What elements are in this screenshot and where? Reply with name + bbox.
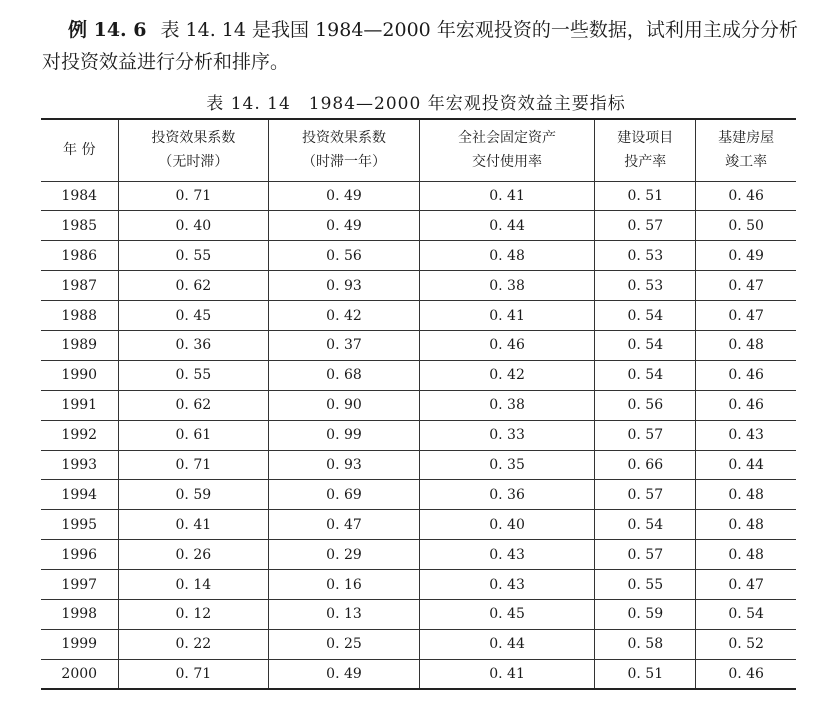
value-cell: 0. 49 (696, 241, 796, 271)
value-cell: 0. 29 (269, 540, 420, 570)
value-cell: 0. 48 (696, 510, 796, 540)
value-cell: 0. 35 (419, 450, 594, 480)
year-cell: 1997 (41, 570, 118, 600)
value-cell: 0. 53 (595, 271, 696, 301)
value-cell: 0. 14 (118, 570, 269, 600)
value-cell: 0. 58 (595, 629, 696, 659)
table-row (41, 211, 796, 241)
value-cell: 0. 47 (269, 510, 420, 540)
value-cell: 0. 71 (118, 450, 269, 480)
value-cell: 0. 12 (118, 599, 269, 629)
header-line2: （无时滞） (158, 154, 229, 171)
value-cell: 0. 41 (118, 510, 269, 540)
value-cell: 0. 43 (419, 540, 594, 570)
header-line2: 投产率 (624, 154, 667, 171)
value-cell: 0. 33 (419, 420, 594, 450)
header-fixed-asset-rate (419, 119, 594, 181)
header-line2: 交付使用率 (472, 154, 543, 171)
table-row (41, 241, 796, 271)
year-cell: 1999 (41, 629, 118, 659)
value-cell: 0. 47 (696, 301, 796, 331)
header-project-production-rate (595, 119, 696, 181)
value-cell: 0. 42 (419, 360, 594, 390)
value-cell: 0. 13 (269, 599, 420, 629)
value-cell: 0. 45 (419, 599, 594, 629)
table-row (41, 599, 796, 629)
header-line1: 投资效果系数 (301, 130, 386, 147)
value-cell: 0. 54 (595, 360, 696, 390)
value-cell: 0. 69 (269, 480, 420, 510)
value-cell: 0. 59 (118, 480, 269, 510)
header-year-label: 年 份 (63, 142, 96, 159)
value-cell: 0. 49 (269, 659, 420, 689)
value-cell: 0. 53 (595, 241, 696, 271)
value-cell: 0. 41 (419, 301, 594, 331)
example-label: 例 14. 6 (68, 19, 147, 41)
value-cell: 0. 61 (118, 420, 269, 450)
header-effect-coef-lag (269, 119, 420, 181)
value-cell: 0. 57 (595, 420, 696, 450)
year-cell: 1986 (41, 241, 118, 271)
value-cell: 0. 47 (696, 271, 796, 301)
year-cell: 1984 (41, 181, 118, 211)
table-row (41, 301, 796, 331)
header-line1: 建设项目 (617, 130, 674, 147)
year-cell: 1993 (41, 450, 118, 480)
header-line1: 投资效果系数 (151, 130, 236, 147)
value-cell: 0. 46 (419, 330, 594, 360)
value-cell: 0. 40 (419, 510, 594, 540)
table-row (41, 540, 796, 570)
value-cell: 0. 46 (696, 181, 796, 211)
value-cell: 0. 46 (696, 360, 796, 390)
investment-indicator-table (41, 118, 796, 690)
year-cell: 1985 (41, 211, 118, 241)
value-cell: 0. 38 (419, 271, 594, 301)
value-cell: 0. 62 (118, 390, 269, 420)
table-row (41, 420, 796, 450)
value-cell: 0. 47 (696, 570, 796, 600)
value-cell: 0. 99 (269, 420, 420, 450)
value-cell: 0. 51 (595, 181, 696, 211)
value-cell: 0. 55 (118, 241, 269, 271)
table-row (41, 629, 796, 659)
value-cell: 0. 62 (118, 271, 269, 301)
year-cell: 1988 (41, 301, 118, 331)
table-row (41, 570, 796, 600)
value-cell: 0. 48 (696, 330, 796, 360)
value-cell: 0. 36 (118, 330, 269, 360)
value-cell: 0. 93 (269, 271, 420, 301)
value-cell: 0. 44 (419, 629, 594, 659)
value-cell: 0. 54 (595, 301, 696, 331)
value-cell: 0. 49 (269, 181, 420, 211)
intro-text: 表 14. 14 是我国 1984—2000 年宏观投资的一些数据，试利用主成分分析对投资效益进行分析和排序。 (42, 19, 798, 73)
value-cell: 0. 49 (269, 211, 420, 241)
example-intro (42, 14, 814, 78)
value-cell: 0. 16 (269, 570, 420, 600)
intro-paragraph (42, 14, 814, 78)
value-cell: 0. 44 (419, 211, 594, 241)
value-cell: 0. 71 (118, 659, 269, 689)
value-cell: 0. 51 (595, 659, 696, 689)
year-cell: 1994 (41, 480, 118, 510)
value-cell: 0. 55 (595, 570, 696, 600)
table-row (41, 271, 796, 301)
year-cell: 1987 (41, 271, 118, 301)
header-year (41, 119, 118, 181)
table-row (41, 510, 796, 540)
value-cell: 0. 57 (595, 211, 696, 241)
table-row (41, 360, 796, 390)
table-body (41, 181, 796, 689)
year-cell: 1990 (41, 360, 118, 390)
value-cell: 0. 38 (419, 390, 594, 420)
table-caption: 表 14. 14 1984—2000 年宏观投资效益主要指标 (206, 94, 626, 114)
value-cell: 0. 54 (595, 330, 696, 360)
value-cell: 0. 93 (269, 450, 420, 480)
value-cell: 0. 44 (696, 450, 796, 480)
value-cell: 0. 54 (595, 510, 696, 540)
header-row (41, 119, 796, 181)
value-cell: 0. 50 (696, 211, 796, 241)
header-line1: 基建房屋 (718, 130, 775, 147)
value-cell: 0. 46 (696, 659, 796, 689)
header-line2: 竣工率 (725, 154, 768, 171)
year-cell: 1992 (41, 420, 118, 450)
value-cell: 0. 66 (595, 450, 696, 480)
value-cell: 0. 37 (269, 330, 420, 360)
table-row (41, 390, 796, 420)
value-cell: 0. 25 (269, 629, 420, 659)
value-cell: 0. 54 (696, 599, 796, 629)
year-cell: 1989 (41, 330, 118, 360)
value-cell: 0. 48 (696, 540, 796, 570)
header-line1: 全社会固定资产 (458, 130, 557, 147)
table-row (41, 450, 796, 480)
year-cell: 1991 (41, 390, 118, 420)
value-cell: 0. 55 (118, 360, 269, 390)
value-cell: 0. 57 (595, 480, 696, 510)
value-cell: 0. 36 (419, 480, 594, 510)
value-cell: 0. 52 (696, 629, 796, 659)
value-cell: 0. 22 (118, 629, 269, 659)
table-row (41, 181, 796, 211)
table-row (41, 330, 796, 360)
value-cell: 0. 57 (595, 540, 696, 570)
header-effect-coef-no-lag (118, 119, 269, 181)
value-cell: 0. 26 (118, 540, 269, 570)
value-cell: 0. 43 (419, 570, 594, 600)
value-cell: 0. 68 (269, 360, 420, 390)
value-cell: 0. 48 (696, 480, 796, 510)
value-cell: 0. 56 (595, 390, 696, 420)
value-cell: 0. 46 (696, 390, 796, 420)
value-cell: 0. 43 (696, 420, 796, 450)
year-cell: 1996 (41, 540, 118, 570)
value-cell: 0. 41 (419, 181, 594, 211)
table-row (41, 659, 796, 689)
value-cell: 0. 56 (269, 241, 420, 271)
value-cell: 0. 59 (595, 599, 696, 629)
value-cell: 0. 71 (118, 181, 269, 211)
year-cell: 1995 (41, 510, 118, 540)
value-cell: 0. 40 (118, 211, 269, 241)
year-cell: 2000 (41, 659, 118, 689)
header-building-completion-rate (696, 119, 796, 181)
header-line2: （时滞一年） (301, 154, 386, 171)
table-row (41, 480, 796, 510)
value-cell: 0. 90 (269, 390, 420, 420)
value-cell: 0. 48 (419, 241, 594, 271)
value-cell: 0. 42 (269, 301, 420, 331)
value-cell: 0. 41 (419, 659, 594, 689)
year-cell: 1998 (41, 599, 118, 629)
value-cell: 0. 45 (118, 301, 269, 331)
